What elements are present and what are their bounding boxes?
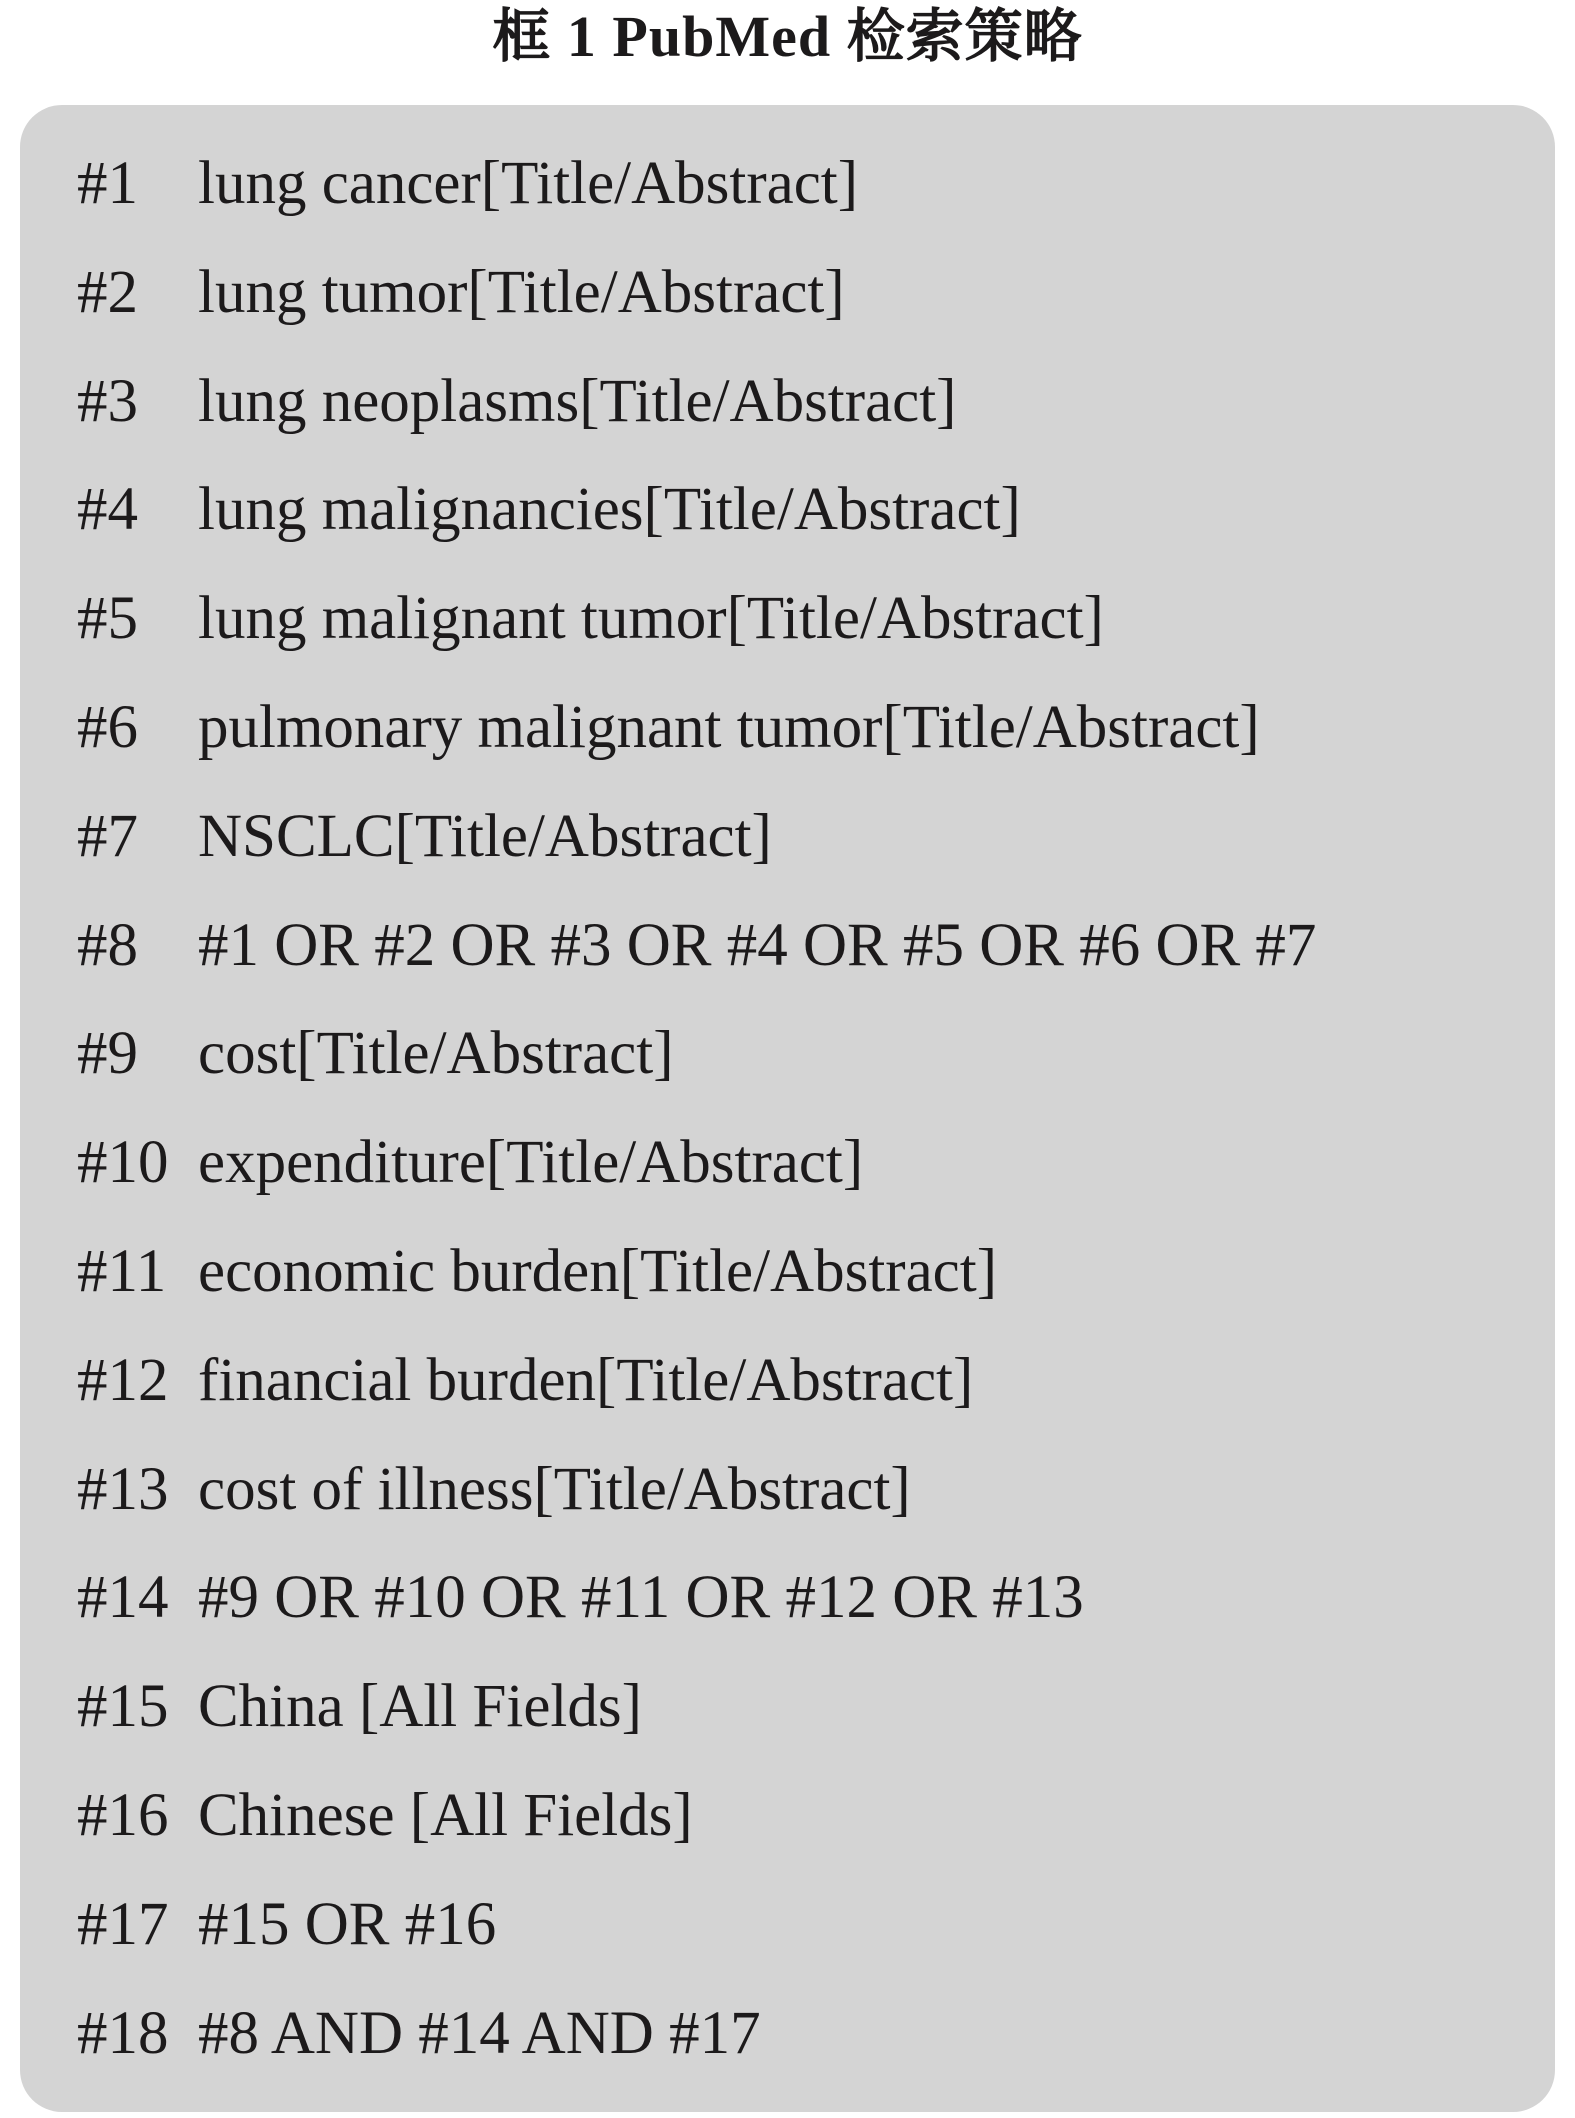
query-number: #10 — [77, 1129, 169, 1197]
query-number: #17 — [77, 1890, 169, 1958]
query-text: cost of illness[Title/Abstract] — [198, 1455, 911, 1523]
query-row — [20, 674, 1555, 783]
query-text: lung tumor[Title/Abstract] — [198, 258, 845, 326]
query-number: #9 — [77, 1020, 138, 1088]
query-number: #13 — [77, 1455, 169, 1523]
query-text: lung neoplasms[Title/Abstract] — [198, 367, 957, 435]
query-row — [20, 783, 1555, 892]
query-text: lung cancer[Title/Abstract] — [198, 150, 859, 217]
query-text: cost[Title/Abstract] — [198, 1020, 674, 1088]
query-row — [20, 1000, 1555, 1109]
query-row — [20, 565, 1555, 674]
query-number: #18 — [77, 1999, 169, 2067]
query-text: pulmonary malignant tumor[Title/Abstract] — [198, 693, 1260, 761]
query-number: #4 — [77, 476, 138, 544]
query-number: #1 — [77, 150, 138, 217]
query-row — [20, 1544, 1555, 1653]
query-number: #3 — [77, 367, 138, 435]
query-text: financial burden[Title/Abstract] — [198, 1346, 974, 1414]
query-row — [20, 456, 1555, 565]
query-row — [20, 239, 1555, 348]
search-strategy-box — [20, 105, 1555, 2112]
query-text: lung malignancies[Title/Abstract] — [198, 476, 1021, 544]
query-text: China [All Fields] — [198, 1673, 642, 1741]
query-row — [20, 1762, 1555, 1871]
query-row — [20, 1327, 1555, 1436]
query-row — [20, 1218, 1555, 1327]
box-title: 框 1 PubMed 检索策略 — [492, 4, 1083, 69]
query-number: #2 — [77, 258, 138, 326]
query-row — [20, 1980, 1555, 2089]
query-row — [20, 1653, 1555, 1762]
query-text: NSCLC[Title/Abstract] — [198, 802, 772, 870]
query-row — [20, 1871, 1555, 1980]
query-row — [20, 892, 1555, 1001]
query-text: expenditure[Title/Abstract] — [198, 1129, 864, 1197]
query-number: #11 — [77, 1237, 167, 1305]
query-text: #9 OR #10 OR #11 OR #12 OR #13 — [198, 1564, 1084, 1632]
query-text: #8 AND #14 AND #17 — [198, 1999, 761, 2067]
query-number: #6 — [77, 693, 138, 761]
query-number: #15 — [77, 1673, 169, 1741]
query-text: #1 OR #2 OR #3 OR #4 OR #5 OR #6 OR #7 — [198, 911, 1317, 979]
query-text: economic burden[Title/Abstract] — [198, 1237, 998, 1305]
query-number: #5 — [77, 585, 138, 653]
query-number: #14 — [77, 1564, 169, 1632]
query-row — [20, 1109, 1555, 1218]
query-row — [20, 1436, 1555, 1545]
query-text: lung malignant tumor[Title/Abstract] — [198, 585, 1104, 653]
query-number: #7 — [77, 802, 138, 870]
query-text: #15 OR #16 — [198, 1890, 497, 1958]
query-number: #16 — [77, 1781, 169, 1849]
query-row — [20, 348, 1555, 457]
query-text: Chinese [All Fields] — [198, 1781, 693, 1849]
query-row — [20, 130, 1555, 239]
query-number: #8 — [77, 911, 138, 979]
query-number: #12 — [77, 1346, 169, 1414]
